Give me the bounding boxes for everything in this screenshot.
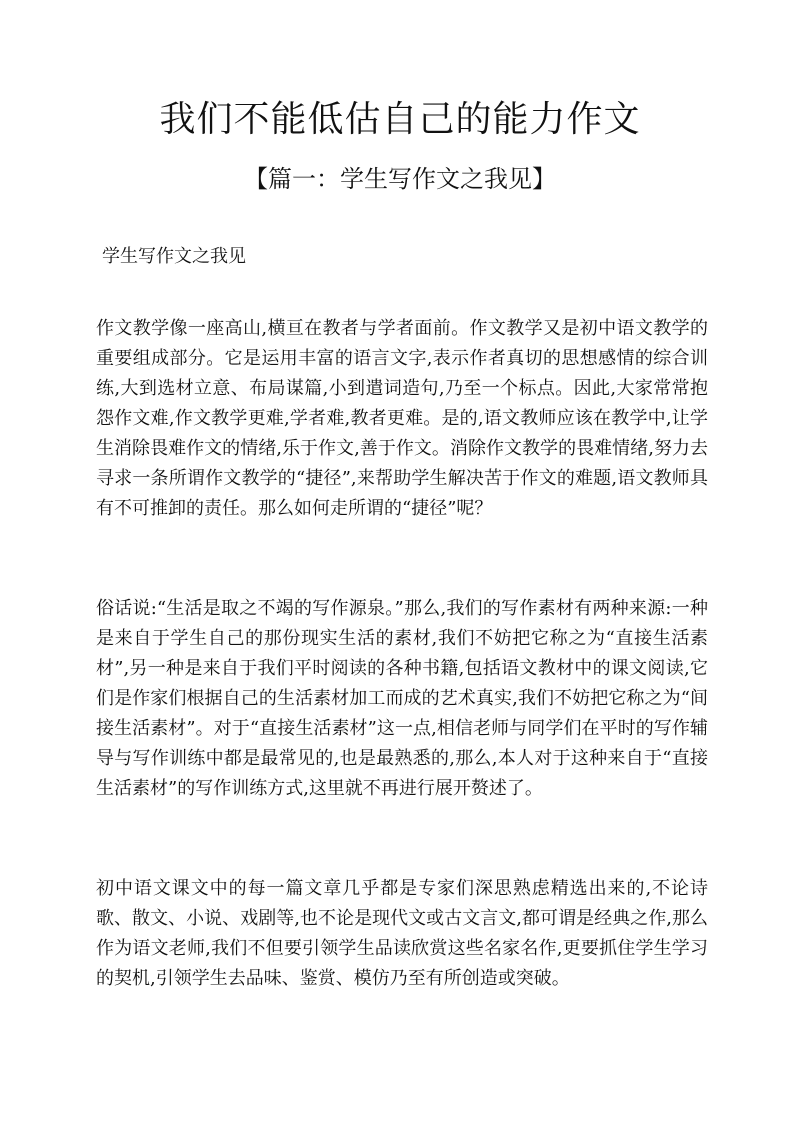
section-heading: 学生写作文之我见 (102, 246, 246, 267)
body-paragraph: 俗话说:“生活是取之不竭的写作源泉。”那么,我们的写作素材有两种来源:一种是来自于学生自己的那份现实生活的素材,我们不妨把它称之为“直接生活素材”,另一种是来自于我们平时阅读的各种书籍,包括语文教材中的课文阅读,它们是作家们根据自己的生活素材加工而成的艺术真实,我们不妨把它称之为“间接生活素材”。对于“直接生活素材”这一点,相信老师与同学们在平时的写作辅导与写作训练中都是最常见的,也是最熟悉的,那么,本人对于这种来自于“直接生活素材”的写作训练方式,这里就不再进行展开赘述了。 (96, 598, 708, 799)
document-title: 我们不能低估自己的能力作文 (159, 99, 641, 140)
body-paragraph: 作文教学像一座高山,横亘在教者与学者面前。作文教学又是初中语文教学的重要组成部分。它是运用丰富的语言文字,表示作者真切的思想感情的综合训练,大到选材立意、布局谋篇,小到遣词造句,乃至一个标点。因此,大家常常抱怨作文难,作文教学更难,学者难,教者更难。是的,语文教师应该在教学中,让学生消除畏难作文的情绪,乐于作文,善于作文。消除作文教学的畏难情绪,努力去寻求一条所谓作文教学的“捷径”,来帮助学生解决苦于作文的难题,语文教师具有不可推卸的责任。那么如何走所谓的“捷径”呢？ (96, 318, 708, 519)
body-paragraph: 初中语文课文中的每一篇文章几乎都是专家们深思熟虑精选出来的,不论诗歌、散文、小说、戏剧等,也不论是现代文或古文言文,都可谓是经典之作,那么作为语文老师,我们不但要引领学生品读欣赏这些名家名作,更要抓住学生学习的契机,引领学生去品味、鉴赏、模仿乃至有所创造或突破。 (96, 878, 708, 989)
document-subtitle: 【篇一：学生写作文之我见】 (244, 165, 556, 193)
